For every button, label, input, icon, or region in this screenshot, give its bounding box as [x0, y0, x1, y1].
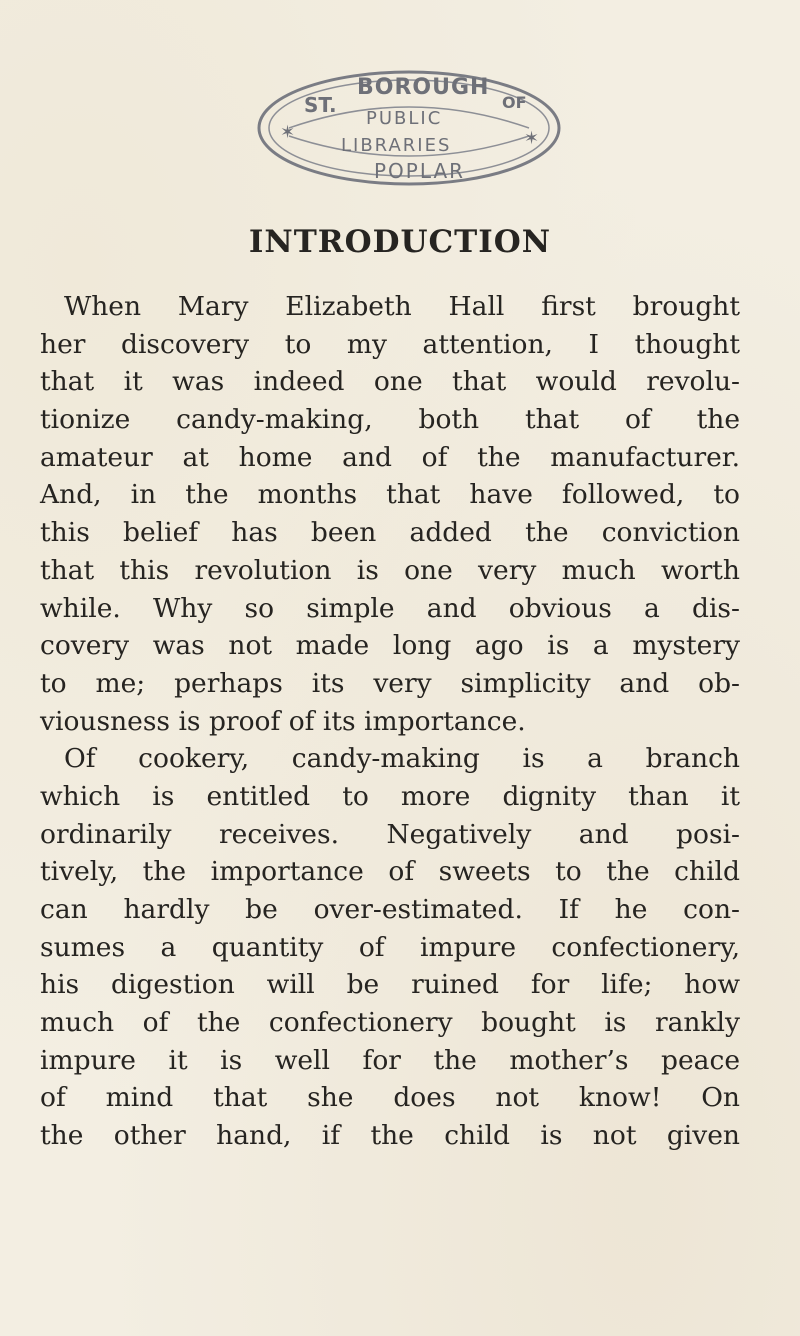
text-line: can hardly be over-estimated. If he con-	[40, 894, 740, 925]
text-line: which is entitled to more dignity than it	[40, 780, 740, 812]
text-line: her discovery to my attention, I thought	[40, 328, 740, 360]
text-line: to me; perhaps its very simplicity and ob-	[40, 667, 740, 699]
stamp-side-left: ST.	[304, 93, 337, 117]
text-line: while. Why so simple and obvious a dis-	[40, 592, 740, 624]
stamp-side-right: OF	[502, 93, 527, 112]
text-line: much of the confectionery bought is rankly	[40, 1007, 740, 1039]
text-line: covery was not made long ago is a mystery	[40, 630, 740, 662]
text-line: the other hand, if the child is not given	[40, 1120, 740, 1152]
text-line: When Mary Elizabeth Hall first brought	[64, 291, 740, 322]
star-icon: ✶	[524, 128, 540, 149]
text-line: this belief has been added the conviction	[40, 517, 740, 549]
stamp-middle-text: PUBLIC	[366, 108, 443, 129]
star-icon: ✶	[280, 122, 296, 143]
text-line: impure it is well for the mother’s peace	[40, 1044, 740, 1076]
text-line: amateur at home and of the manufacturer.	[40, 441, 740, 473]
text-line: And, in the months that have followed, to	[40, 479, 740, 511]
library-stamp-graphic	[244, 66, 574, 192]
text-line: tively, the importance of sweets to the child	[40, 856, 740, 888]
text-line: ordinarily receives. Negatively and posi-	[40, 818, 740, 850]
body-text	[40, 288, 740, 1155]
stamp-bottom-text: POPLAR	[374, 159, 466, 183]
library-stamp	[244, 66, 574, 192]
text-line: tionize candy-making, both that of the	[40, 404, 740, 436]
stamp-lower-text: LIBRARIES	[341, 135, 452, 156]
text-line: that it was indeed one that would revolu-	[40, 366, 740, 398]
text-line: viousness is proof of its importance.	[40, 705, 526, 737]
text-line: sumes a quantity of impure confectionery,	[40, 931, 740, 963]
text-line: his digestion will be ruined for life; how	[40, 969, 740, 1001]
page-heading: INTRODUCTION	[248, 224, 552, 260]
text-line: of mind that she does not know! On	[40, 1082, 740, 1114]
stamp-top-text: BOROUGH	[357, 75, 490, 100]
text-line: Of cookery, candy-making is a branch	[64, 743, 740, 775]
text-line: that this revolution is one very much worth	[40, 554, 740, 586]
